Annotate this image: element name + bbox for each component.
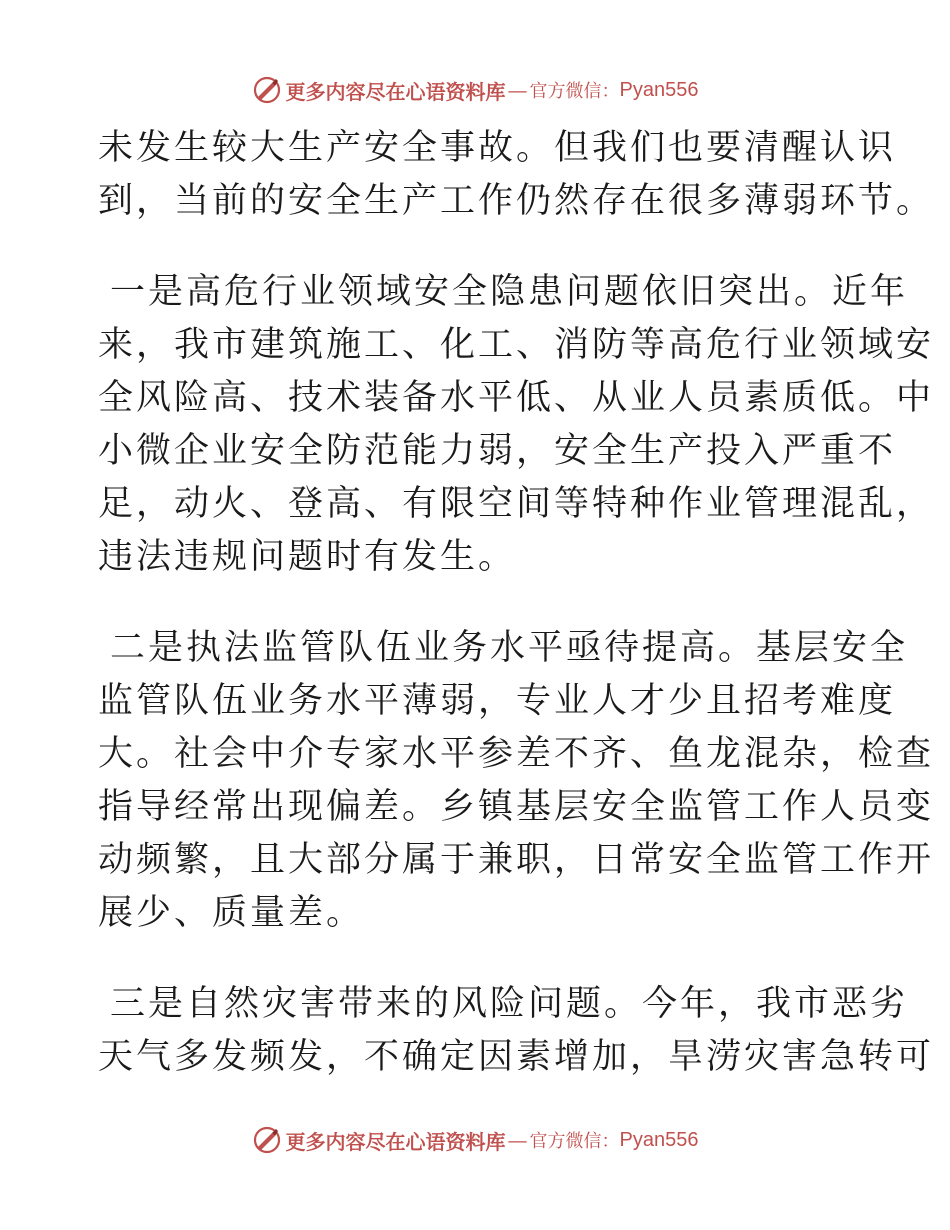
- text-line: 大。社会中介专家水平参差不齐、鱼龙混杂，检查: [98, 734, 935, 774]
- banner-main-text: 更多内容尽在心语资料库: [285, 1129, 506, 1154]
- pen-logo-icon: [252, 1125, 282, 1155]
- banner-main-text: 更多内容尽在心语资料库: [285, 79, 506, 104]
- text-line: 监管队伍业务水平薄弱，专业人才少且招考难度: [98, 681, 897, 721]
- header-watermark-banner: [0, 70, 950, 110]
- text-line: 三是自然灾害带来的风险问题。今年，我市恶劣: [110, 984, 909, 1024]
- pen-logo-icon: [252, 75, 282, 105]
- text-line: 小微企业安全防范能力弱，安全生产投入严重不: [98, 431, 897, 471]
- paragraph: [98, 122, 935, 228]
- paragraph: [98, 978, 935, 1084]
- text-line: 动频繁，且大部分属于兼职，日常安全监管工作开: [98, 840, 935, 880]
- banner-separator: —: [507, 78, 528, 102]
- text-line: 一是高危行业领域安全隐患问题依旧突出。近年: [110, 272, 909, 312]
- banner-separator: —: [507, 1128, 528, 1152]
- text-line: 全风险高、技术装备水平低、从业人员素质低。中: [98, 378, 935, 418]
- text-line: 二是执法监管队伍业务水平亟待提高。基层安全: [110, 628, 909, 668]
- text-line: 违法违规问题时有发生。: [98, 537, 517, 577]
- text-line: 展少、质量差。: [98, 893, 365, 933]
- text-line: 到，当前的安全生产工作仍然存在很多薄弱环节。: [98, 181, 935, 221]
- paragraph: [98, 622, 935, 940]
- text-line: 来，我市建筑施工、化工、消防等高危行业领域安: [98, 325, 935, 365]
- paragraph: [98, 266, 935, 584]
- banner-wechat-id: Pyan556: [619, 1128, 699, 1151]
- text-line: 天气多发频发，不确定因素增加，旱涝灾害急转可: [98, 1037, 935, 1077]
- text-line: 足，动火、登高、有限空间等特种作业管理混乱，: [98, 484, 935, 524]
- document-body: [98, 122, 935, 1084]
- text-line: 指导经常出现偏差。乡镇基层安全监管工作人员变: [98, 787, 935, 827]
- banner-wechat-id: Pyan556: [619, 78, 699, 101]
- banner-wechat-label: 官方微信：: [529, 1131, 620, 1152]
- banner-wechat-label: 官方微信：: [529, 81, 620, 102]
- text-line: 未发生较大生产安全事故。但我们也要清醒认识: [98, 128, 897, 168]
- footer-watermark-banner: [0, 1120, 950, 1160]
